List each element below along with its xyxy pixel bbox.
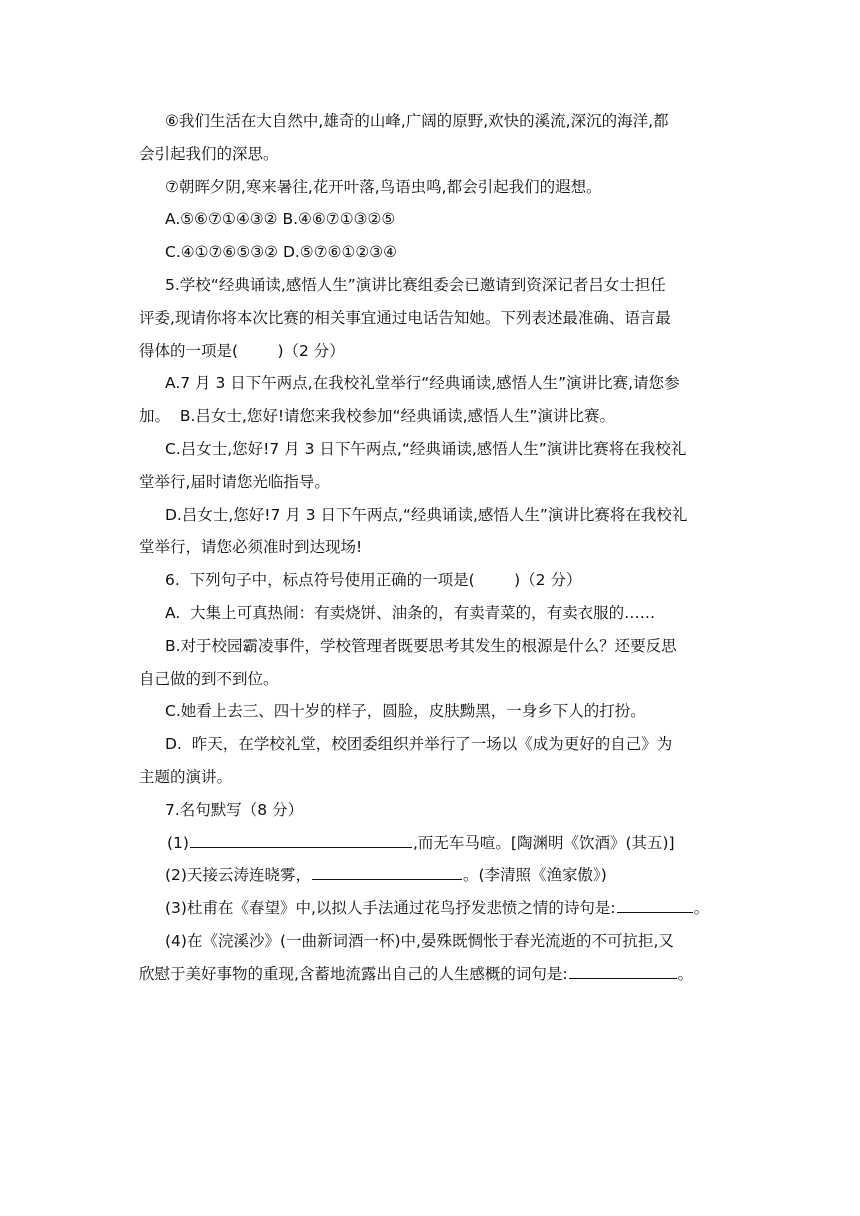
sentence-6-line-1: ⑥我们生活在大自然中,雄奇的山峰,广阔的原野,欢快的溪流,深沉的海洋,都 [165, 112, 669, 130]
q7-item-2-suffix: 。(李清照《渔家傲》) [462, 866, 607, 885]
document-body [139, 105, 738, 991]
q7-item-4-line-1: (4)在《浣溪沙》(一曲新词酒一杯)中,晏殊既惆怅于春光流逝的不可抗拒,又 [165, 931, 674, 950]
q7-item-4-suffix: 。 [677, 964, 694, 983]
q7-item-2-blank[interactable] [312, 861, 462, 880]
options-c-d: C.④①⑦⑥⑤③② D.⑤⑦⑥①②③④ [165, 243, 398, 262]
sentence-6-line-2: 会引起我们的深思。 [139, 144, 279, 163]
q6-option-d-line-2: 主题的演讲。 [139, 767, 233, 786]
q6-option-b-line-1: B.对于校园霸凌事件，学校管理者既要思考其发生的根源是什么？还要反思 [165, 636, 677, 655]
q5-option-a-line-1: A.7 月 3 日下午两点,在我校礼堂举行“经典诵读,感悟人生”演讲比赛,请您参 [165, 374, 680, 393]
q5-stem-line-2: 评委,现请你将本次比赛的相关事宜通过电话告知她。下列表述最准确、语言最 [139, 308, 671, 327]
q7-item-3-prefix: (3)杜甫在《春望》中,以拟人手法通过花鸟抒发悲愤之情的诗句是: [165, 899, 616, 918]
q7-item-3-suffix: 。 [693, 899, 710, 918]
q6-option-c: C.她看上去三、四十岁的样子，圆脸，皮肤黝黑，一身乡下人的打扮。 [165, 702, 646, 721]
q7-item-3-blank[interactable] [617, 894, 693, 913]
q5-option-d-line-2: 堂举行，请您必须准时到达现场! [139, 538, 363, 557]
q6-option-b-line-2: 自己做的到不到位。 [139, 669, 279, 688]
q5-option-a-b-line: 加。 B.吕女士,您好!请您来我校参加“经典诵读,感悟人生”演讲比赛。 [139, 407, 616, 426]
q7-item-1-prefix: (1) [167, 833, 189, 852]
q7-item-4-line-2 [139, 958, 738, 991]
q7-item-1-blank[interactable] [190, 829, 412, 848]
q7-item-2-prefix: (2)天接云涛连晓雾， [165, 866, 311, 885]
sentence-7: ⑦朝晖夕阴,寒来暑往,花开叶落,鸟语虫鸣,都会引起我们的遐想。 [165, 177, 602, 196]
q5-option-c-line-2: 堂举行,届时请您光临指导。 [139, 472, 330, 491]
q7-item-4-blank[interactable] [569, 960, 677, 979]
q7-item-1-suffix: ,而无车马喧。[陶渊明《饮酒》(其五)] [412, 833, 675, 852]
options-a-b: A.⑤⑥⑦①④③② B.④⑥⑦①③②⑤ [165, 210, 396, 229]
q7-title: 7.名句默写（8 分） [165, 800, 304, 819]
q6-option-a: A. 大集上可真热闹：有卖烧饼、油条的，有卖青菜的，有卖衣服的…… [165, 603, 656, 622]
q6-stem: 6. 下列句子中，标点符号使用正确的一项是( )（2 分） [165, 571, 582, 590]
q7-item-1 [163, 827, 738, 860]
q6-option-d-line-1: D. 昨天，在学校礼堂，校团委组织并举行了一场以《成为更好的自己》为 [165, 735, 673, 754]
q7-item-4-prefix: 欣慰于美好事物的重现,含蓄地流露出自己的人生感概的词句是: [139, 964, 568, 983]
q5-option-d-line-1: D.吕女士,您好!7 月 3 日下午两点,“经典诵读,感悟人生”演讲比赛将在我校礼 [165, 505, 688, 524]
q7-item-3 [163, 892, 738, 925]
q7-item-2 [163, 859, 738, 892]
q5-stem-line-3: 得体的一项是( )（2 分） [139, 341, 345, 360]
q5-stem-line-1: 5.学校“经典诵读,感悟人生”演讲比赛组委会已邀请到资深记者吕女士担任 [165, 275, 666, 294]
q5-option-c-line-1: C.吕女士,您好!7 月 3 日下午两点,“经典诵读,感悟人生”演讲比赛将在我校礼 [165, 439, 687, 458]
